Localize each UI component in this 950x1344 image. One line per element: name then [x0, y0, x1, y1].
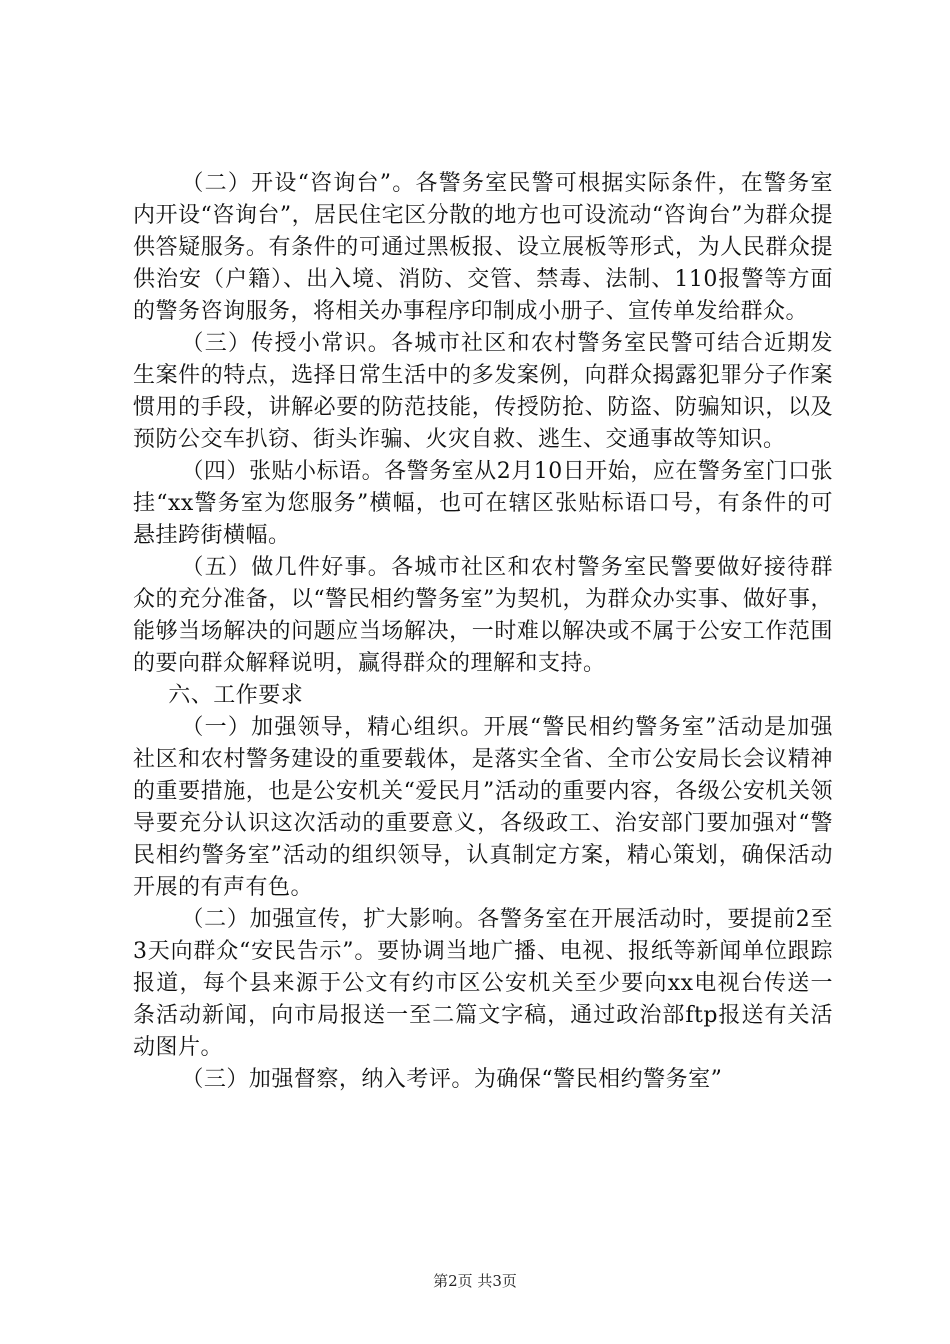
paragraph-slogans: （四）张贴小标语。各警务室从2月10日开始，应在警务室门口张挂“xx警务室为您服务”横幅，也可在辖区张贴标语口号，有条件的可悬挂跨街横幅。 — [133, 459, 833, 548]
paragraph-consult-desk: （二）开设“咨询台”。各警务室民警可根据实际条件，在警务室内开设“咨询台”，居民住宅区分散的地方也可设流动“咨询台”为群众提供答疑服务。有条件的可通过黑板报、设立展板等形式，为人民群众提供治安（户籍）、出入境、消防、交管、禁毒、法制、110报警等方面的警务咨询服务，将相关办事程序印制成小册子、宣传单发给群众。 — [133, 171, 833, 324]
paragraph-common-knowledge: （三）传授小常识。各城市社区和农村警务室民警可结合近期发生案件的特点，选择日常生活中的多发案例，向群众揭露犯罪分子作案惯用的手段，讲解必要的防范技能，传授防抢、防盗、防骗知识，以及预防公交车扒窃、街头诈骗、火灾自救、逃生、交通事故等知识。 — [133, 331, 833, 452]
paragraph-leadership: （一）加强领导，精心组织。开展“警民相约警务室”活动是加强社区和农村警务建设的重要载体，是落实全省、全市公安局长会议精神的重要措施，也是公安机关“爱民月”活动的重要内容，各级公安机关领导要充分认识这次活动的重要意义，各级政工、治安部门要加强对“警民相约警务室”活动的组织领导，认真制定方案，精心策划，确保活动开展的有声有色。 — [133, 715, 833, 900]
page-footer: 第2页 共3页 — [433, 1272, 517, 1290]
paragraph-publicity: （二）加强宣传，扩大影响。各警务室在开展活动时，要提前2至3天向群众“安民告示”。要协调当地广播、电视、报纸等新闻单位跟踪报道，每个县来源于公文有约市区公安机关至少要向xx电视台传送一条活动新闻，向市局报送一至二篇文字稿，通过政治部ftp报送有关活动图片。 — [133, 907, 833, 1060]
paragraph-supervision: （三）加强督察，纳入考评。为确保“警民相约警务室” — [181, 1067, 723, 1092]
paragraph-good-deeds: （五）做几件好事。各城市社区和农村警务室民警要做好接待群众的充分准备，以“警民相约警务室”为契机，为群众办实事、做好事，能够当场解决的问题应当场解决，一时难以解决或不属于公安工作范围的要向群众解释说明，赢得群众的理解和支持。 — [133, 555, 833, 676]
document-body — [133, 168, 833, 1096]
section-heading-work-requirements: 六、工作要求 — [168, 683, 304, 708]
